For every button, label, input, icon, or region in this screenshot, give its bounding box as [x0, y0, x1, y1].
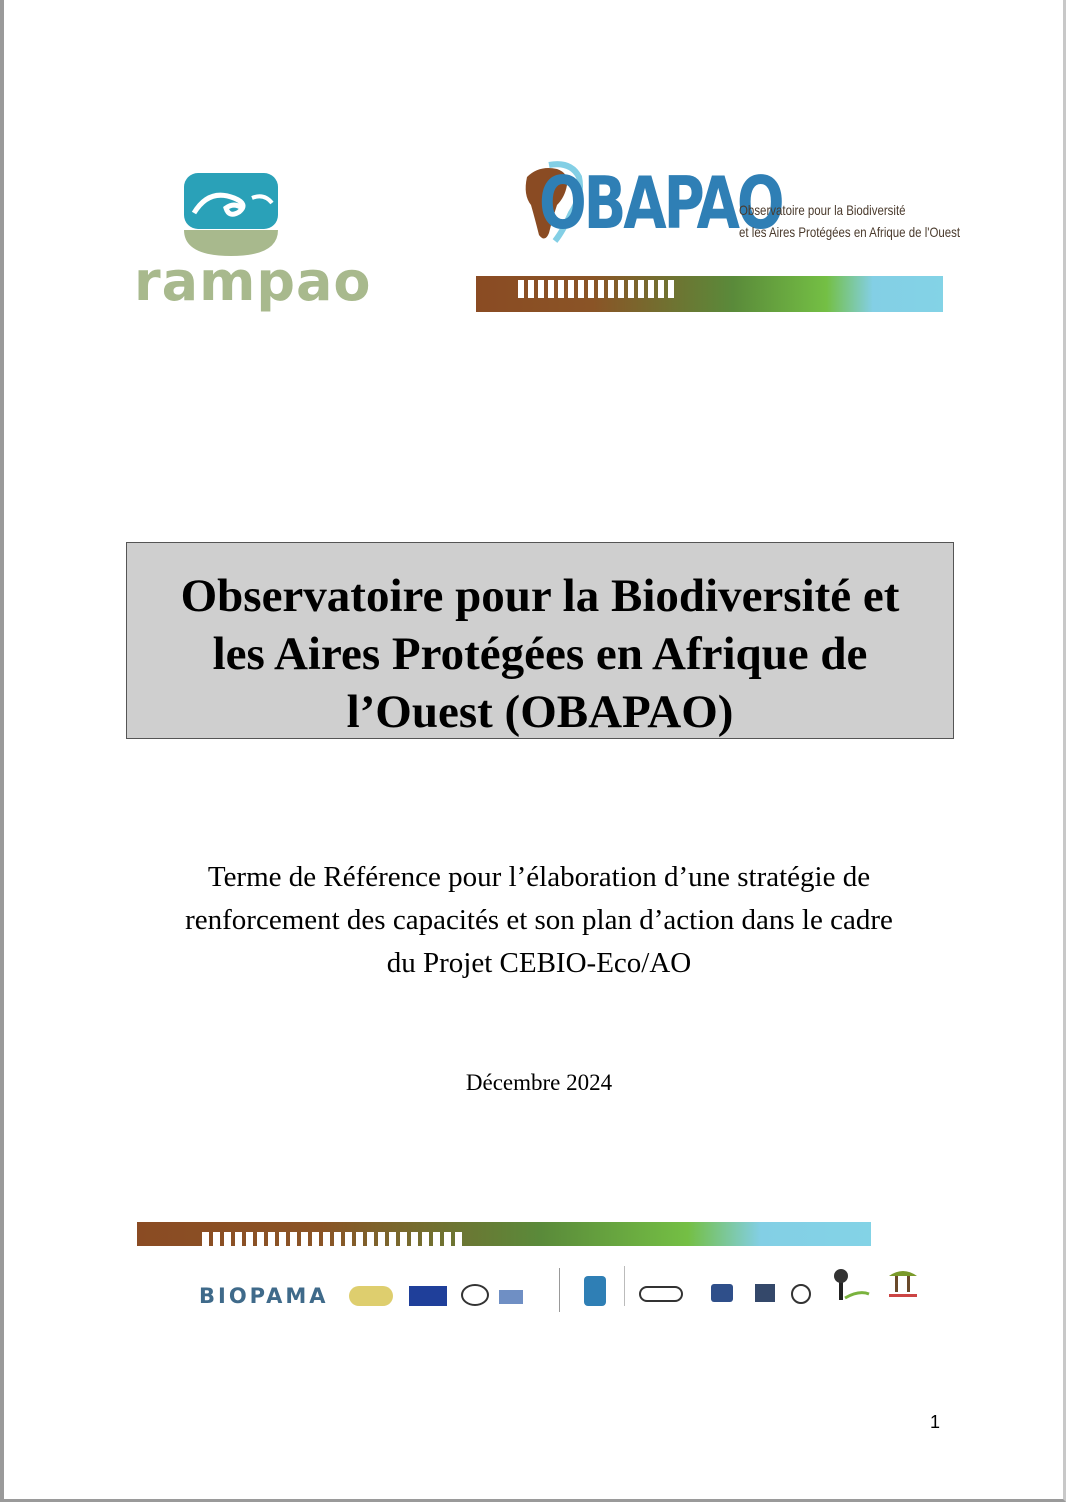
rampao-wordmark: rampao: [134, 250, 372, 313]
uicn-logo: [461, 1284, 489, 1306]
top-bar-ticks: [518, 280, 674, 298]
rampao-logo: [134, 168, 372, 318]
partner-logo-oval: [639, 1286, 683, 1302]
eu-flag-icon: [409, 1286, 447, 1306]
lifewatch-logo: [584, 1276, 606, 1306]
eu-flag-small-icon: [499, 1290, 523, 1304]
obapao-tagline-line-2: et les Aires Protégées en Afrique de l'Ouest: [739, 224, 961, 240]
document-title-box: [126, 542, 954, 739]
page-number: 1: [930, 1412, 941, 1432]
subtitle-line-1: Terme de Référence pour l’élaboration d’une stratégie de: [207, 861, 871, 893]
partner-logo-round: [791, 1284, 811, 1304]
title-line-2: les Aires Protégées en Afrique de: [212, 628, 868, 680]
obapao-logo: [519, 155, 961, 250]
obapao-wordmark: OBAPAO: [539, 161, 782, 245]
title-line-3: l’Ouest (OBAPAO): [346, 686, 734, 738]
partner-divider: [559, 1268, 560, 1312]
rampao-wave-icon: [134, 168, 334, 258]
ecowas-logo: [349, 1286, 393, 1306]
title-line-1: Observatoire pour la Biodiversité et: [180, 570, 900, 622]
obapao-tagline-line-1: Observatoire pour la Biodiversité: [739, 202, 906, 218]
partner-logos: [199, 1262, 929, 1312]
partner-logo-blue: [711, 1284, 733, 1302]
subtitle-line-3: du Projet CEBIO-Eco/AO: [386, 947, 692, 979]
document-subtitle: [134, 856, 944, 985]
cifor-logo: [831, 1268, 871, 1304]
world-agroforestry-logo: [885, 1264, 921, 1300]
bottom-bar-ticks: [202, 1232, 462, 1246]
obapao-tagline: [739, 199, 960, 243]
document-date: Décembre 2024: [465, 1070, 613, 1095]
partner-logo-shield: [755, 1284, 775, 1302]
partner-divider-2: [624, 1266, 625, 1306]
subtitle-line-2: renforcement des capacités et son plan d’action dans le cadre: [185, 904, 893, 936]
biopama-logo: BIOPAMA: [199, 1284, 329, 1308]
